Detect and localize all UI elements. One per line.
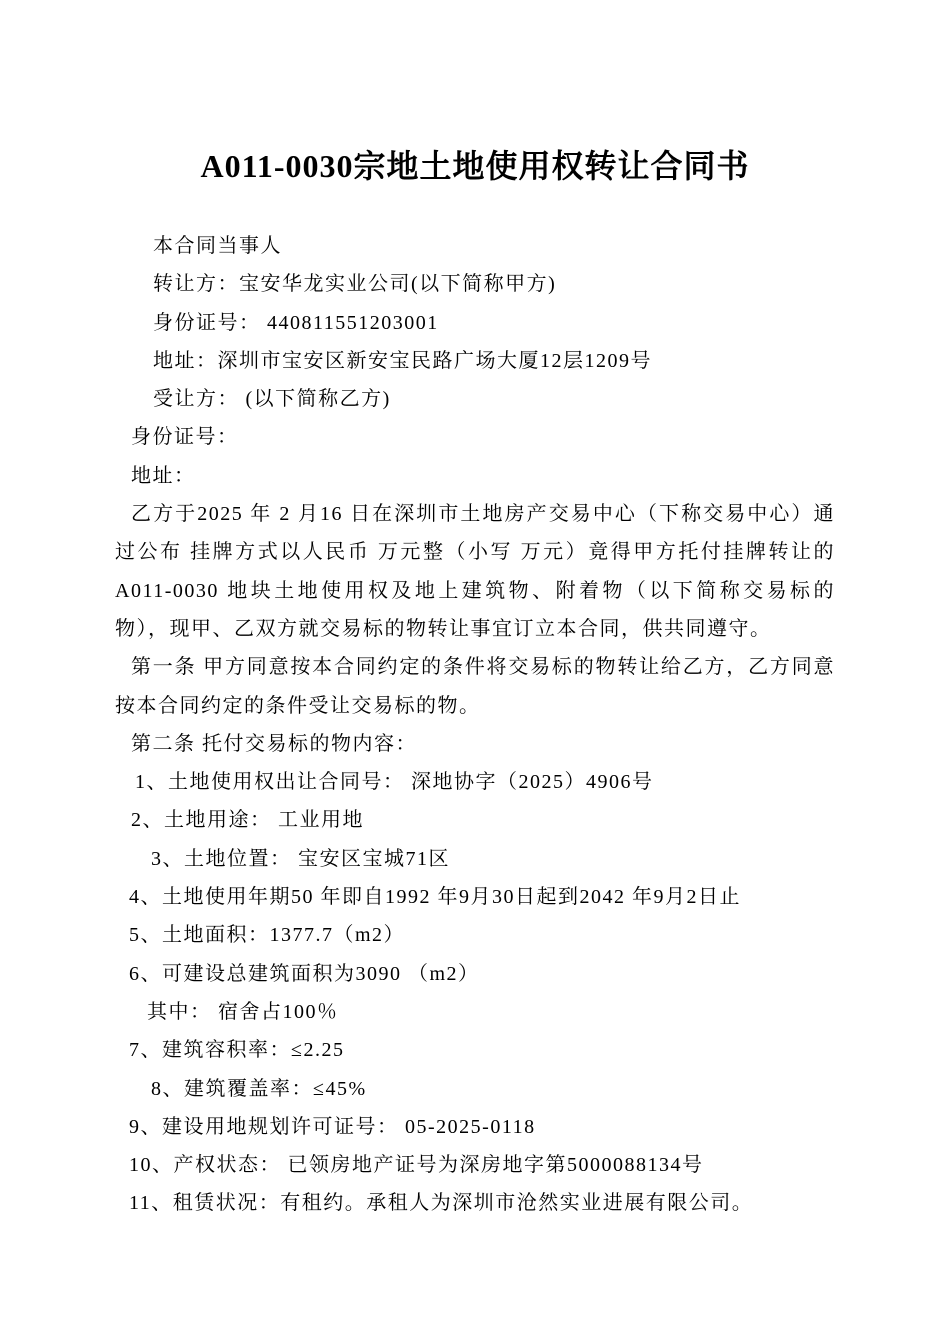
transferor-line: 转让方：宝安华龙实业公司(以下简称甲方) (153, 273, 557, 296)
list-item: 5、土地面积：1377.7（m2） (129, 924, 406, 947)
list-item: 2、土地用途： 工业用地 (131, 809, 364, 832)
list-item: 9、建设用地规划许可证号： 05-2025-0118 (129, 1115, 536, 1138)
list-item: 1、土地使用权出让合同号： 深地协字（2025）4906号 (135, 771, 654, 794)
list-item: 3、土地位置： 宝安区宝城71区 (151, 847, 450, 870)
transferor-address-line: 地址：深圳市宝安区新安宝民路广场大厦12层1209号 (153, 349, 652, 372)
list-item: 6、可建设总建筑面积为3090 （m2） (129, 962, 480, 985)
article-2-heading: 第二条 托付交易标的物内容： (131, 732, 417, 755)
list-item: 8、建筑覆盖率：≤45% (151, 1077, 367, 1100)
document-body (115, 227, 835, 1223)
list-item: 7、建筑容积率：≤2.25 (129, 1039, 345, 1062)
transferee-address-line: 地址： (131, 464, 196, 487)
preamble-paragraph: 乙方于2025 年 2 月16 日在深圳市土地房产交易中心（下称交易中心）通过公布 挂牌方式以人民币 万元整（小写 万元）竟得甲方托付挂牌转让的A011-0030 地块土地使用权及地上建筑物、附着物（以下简称交易标的物），现甲、乙双方就交易标的物转让事宜订立本合同，供共同遵守。 (115, 503, 835, 640)
list-item: 其中： 宿舍占100％ (147, 1000, 339, 1023)
transferor-id-line: 身份证号： 440811551203001 (153, 311, 439, 334)
article-1-paragraph: 第一条 甲方同意按本合同约定的条件将交易标的物转让给乙方，乙方同意按本合同约定的条件受让交易标的物。 (115, 656, 835, 717)
list-item: 4、土地使用年期50 年即自1992 年9月30日起到2042 年9月2日止 (129, 886, 741, 909)
parties-heading: 本合同当事人 (153, 235, 282, 257)
list-item: 10、产权状态： 已领房地产证号为深房地字第5000088134号 (129, 1154, 704, 1177)
list-item: 11、租赁状况：有租约。承租人为深圳市沧然实业进展有限公司。 (129, 1192, 754, 1215)
transferee-id-line: 身份证号： (131, 426, 239, 449)
transferee-line: 受让方： (以下简称乙方) (153, 388, 391, 411)
document-title: A011-0030宗地土地使用权转让合同书 (200, 148, 750, 184)
